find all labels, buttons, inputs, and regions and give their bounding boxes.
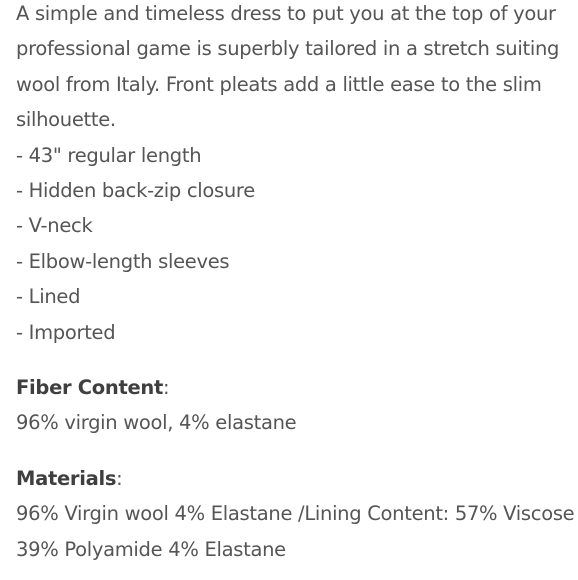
description-line: professional game is superbly tailored in a stretch suiting (16, 37, 560, 61)
fiber-content-heading (16, 370, 572, 405)
materials-value-line: 39% Polyamide 4% Elastane (16, 537, 286, 561)
feature-item: - Lined (16, 285, 81, 309)
materials-colon: : (116, 466, 123, 490)
product-description (16, 0, 575, 567)
feature-item: - Imported (16, 320, 116, 344)
section-spacer (16, 350, 572, 370)
materials-heading (16, 461, 572, 496)
description-line: wool from Italy. Front pleats add a little ease to the slim (16, 72, 542, 96)
section-spacer (16, 441, 572, 461)
description-line: silhouette. (16, 108, 116, 132)
fiber-content-colon: : (163, 376, 170, 400)
materials-value-line: 96% Virgin wool 4% Elastane /Lining Content: 57% Viscose (16, 502, 575, 526)
description-line: A simple and timeless dress to put you at the top of your (16, 2, 556, 25)
fiber-content-label: Fiber Content (16, 376, 164, 400)
feature-item: - 43" regular length (16, 143, 202, 167)
feature-item: - Elbow-length sleeves (16, 249, 230, 273)
feature-item: - Hidden back-zip closure (16, 179, 255, 203)
fiber-content-value: 96% virgin wool, 4% elastane (16, 411, 297, 435)
materials-label: Materials (16, 466, 117, 490)
feature-item: - V-neck (16, 214, 93, 238)
